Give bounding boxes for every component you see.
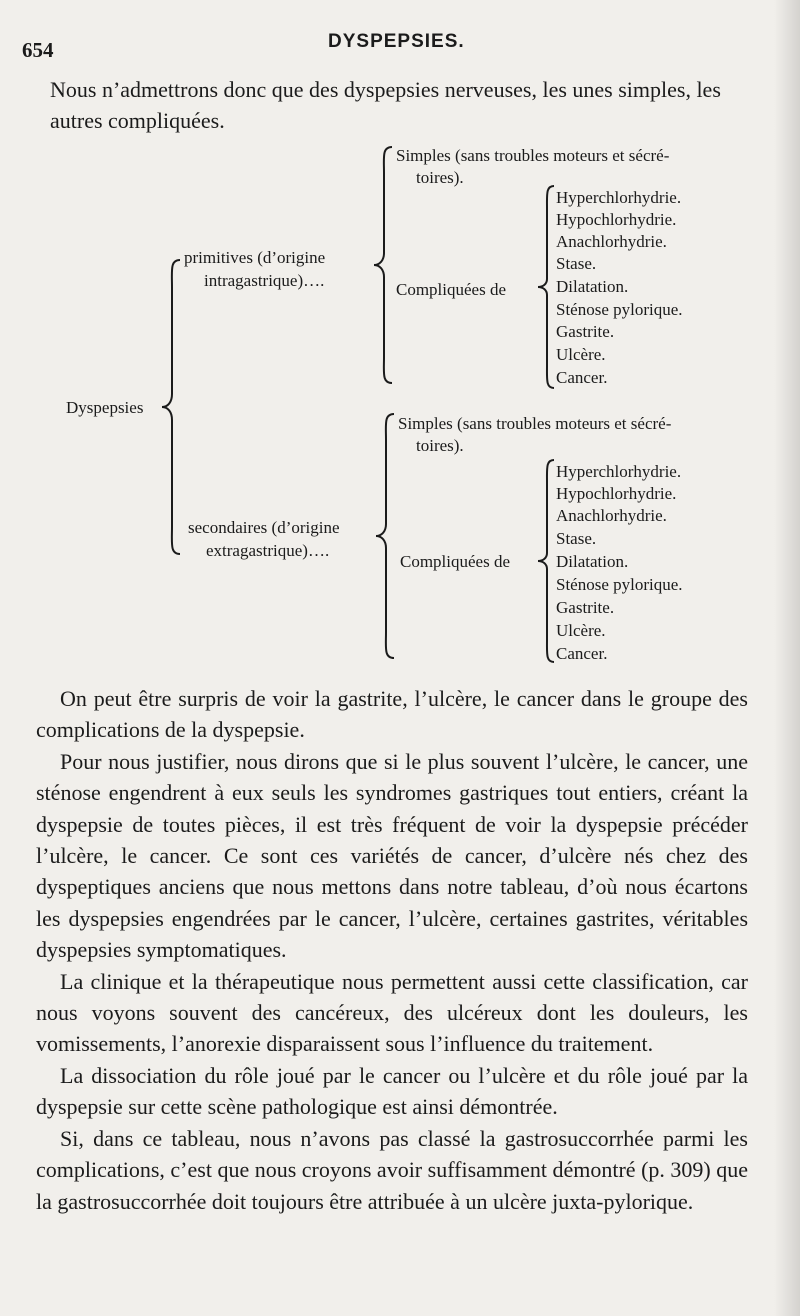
secondaires-label-line1: secondaires (d’origine [188,518,340,537]
body-paragraph: On peut être surpris de voir la gastrite, l’ulcère, le cancer dans le groupe des complications de la dyspepsie. [36,686,748,743]
primitives-complication-item: Hypochlorhydrie. [556,210,677,229]
primitives-compliquees-label: Compliquées de [396,280,507,299]
root-brace [160,258,182,556]
primitives-complication-item: Anachlorhydrie. [556,232,667,251]
secondaires-complication-item: Hyperchlorhydrie. [556,462,682,481]
table-root-label: Dyspepsies [66,398,144,417]
primitives-label-line1: primitives (d’origine [184,248,326,267]
page-number: 654 [22,38,54,62]
primitives-simples-line1: Simples (sans troubles moteurs et sécré- [396,146,670,165]
body-paragraph: La dissociation du rôle joué par le cancer ou l’ulcère et du rôle joué par la dyspepsie sur cette scène pathologique est ainsi démontrée. [36,1062,748,1120]
primitives-brace [372,145,394,385]
primitives-complications-brace [536,184,556,390]
secondaires-complication-item: Stase. [556,529,597,548]
primitives-complication-item: Sténose pylorique. [556,300,683,319]
body-text [36,683,748,1217]
secondaires-label-line2: extragastrique)…. [206,541,330,560]
primitives-simples-line2: toires). [416,168,464,187]
secondaires-complication-item: Hypochlorhydrie. [556,484,677,503]
secondaires-complication-item: Ulcère. [556,621,606,640]
secondaires-complication-item: Anachlorhydrie. [556,506,667,525]
primitives-complication-item: Ulcère. [556,345,606,364]
secondaires-complication-item: Gastrite. [556,598,615,617]
primitives-label-line2: intragastrique)…. [204,271,325,290]
primitives-complication-item: Gastrite. [556,322,615,341]
secondaires-simples-line1: Simples (sans troubles moteurs et sécré- [398,414,672,433]
secondaires-complication-item: Cancer. [556,644,608,663]
secondaires-complication-item: Dilatation. [556,552,629,571]
secondaires-brace [374,412,396,660]
intro-paragraph: Nous n’admettrons donc que des dyspepsies nerveuses, les unes simples, les autres compliquées. [50,77,721,133]
secondaires-simples-line2: toires). [416,436,464,455]
primitives-complication-item: Cancer. [556,368,608,387]
primitives-complication-item: Dilatation. [556,277,629,296]
secondaires-complications-brace [536,458,556,664]
body-paragraph: Si, dans ce tableau, nous n’avons pas classé la gastrosuccorrhée parmi les complications, c’est que nous croyons avoir suffisamment démontré (p. 309) que la gastrosuccorrhée doit toujours être attribuée à un ulcère juxta-pylorique. [36,1125,748,1214]
running-head: DYSPEPSIES. [328,31,465,52]
body-paragraph: Pour nous justifier, nous dirons que si le plus souvent l’ulcère, le cancer, une sténose engendrent à eux seuls les syndromes gastriques tout entiers, créant la dyspepsie de toutes pièces, il est très fréquent de voir la dyspepsie précéder l’ulcère, le cancer. Ce sont ces variétés de cancer, d’ulcère nés chez des dyspeptiques anciens que nous mettons dans notre tableau, d’où nous écartons les dyspepsies engendrées par le cancer, l’ulcère, certaines gastrites, véritables dyspepsies symptomatiques. [36,748,748,963]
primitives-complication-item: Stase. [556,254,597,273]
secondaires-compliquees-label: Compliquées de [400,552,511,571]
primitives-complication-item: Hyperchlorhydrie. [556,188,682,207]
body-paragraph: La clinique et la thérapeutique nous permettent aussi cette classification, car nous voyons souvent des cancéreux, des ulcéreux dont les douleurs, les vomissements, l’anorexie disparaissent sous l’influence du traitement. [36,968,748,1057]
secondaires-complication-item: Sténose pylorique. [556,575,683,594]
